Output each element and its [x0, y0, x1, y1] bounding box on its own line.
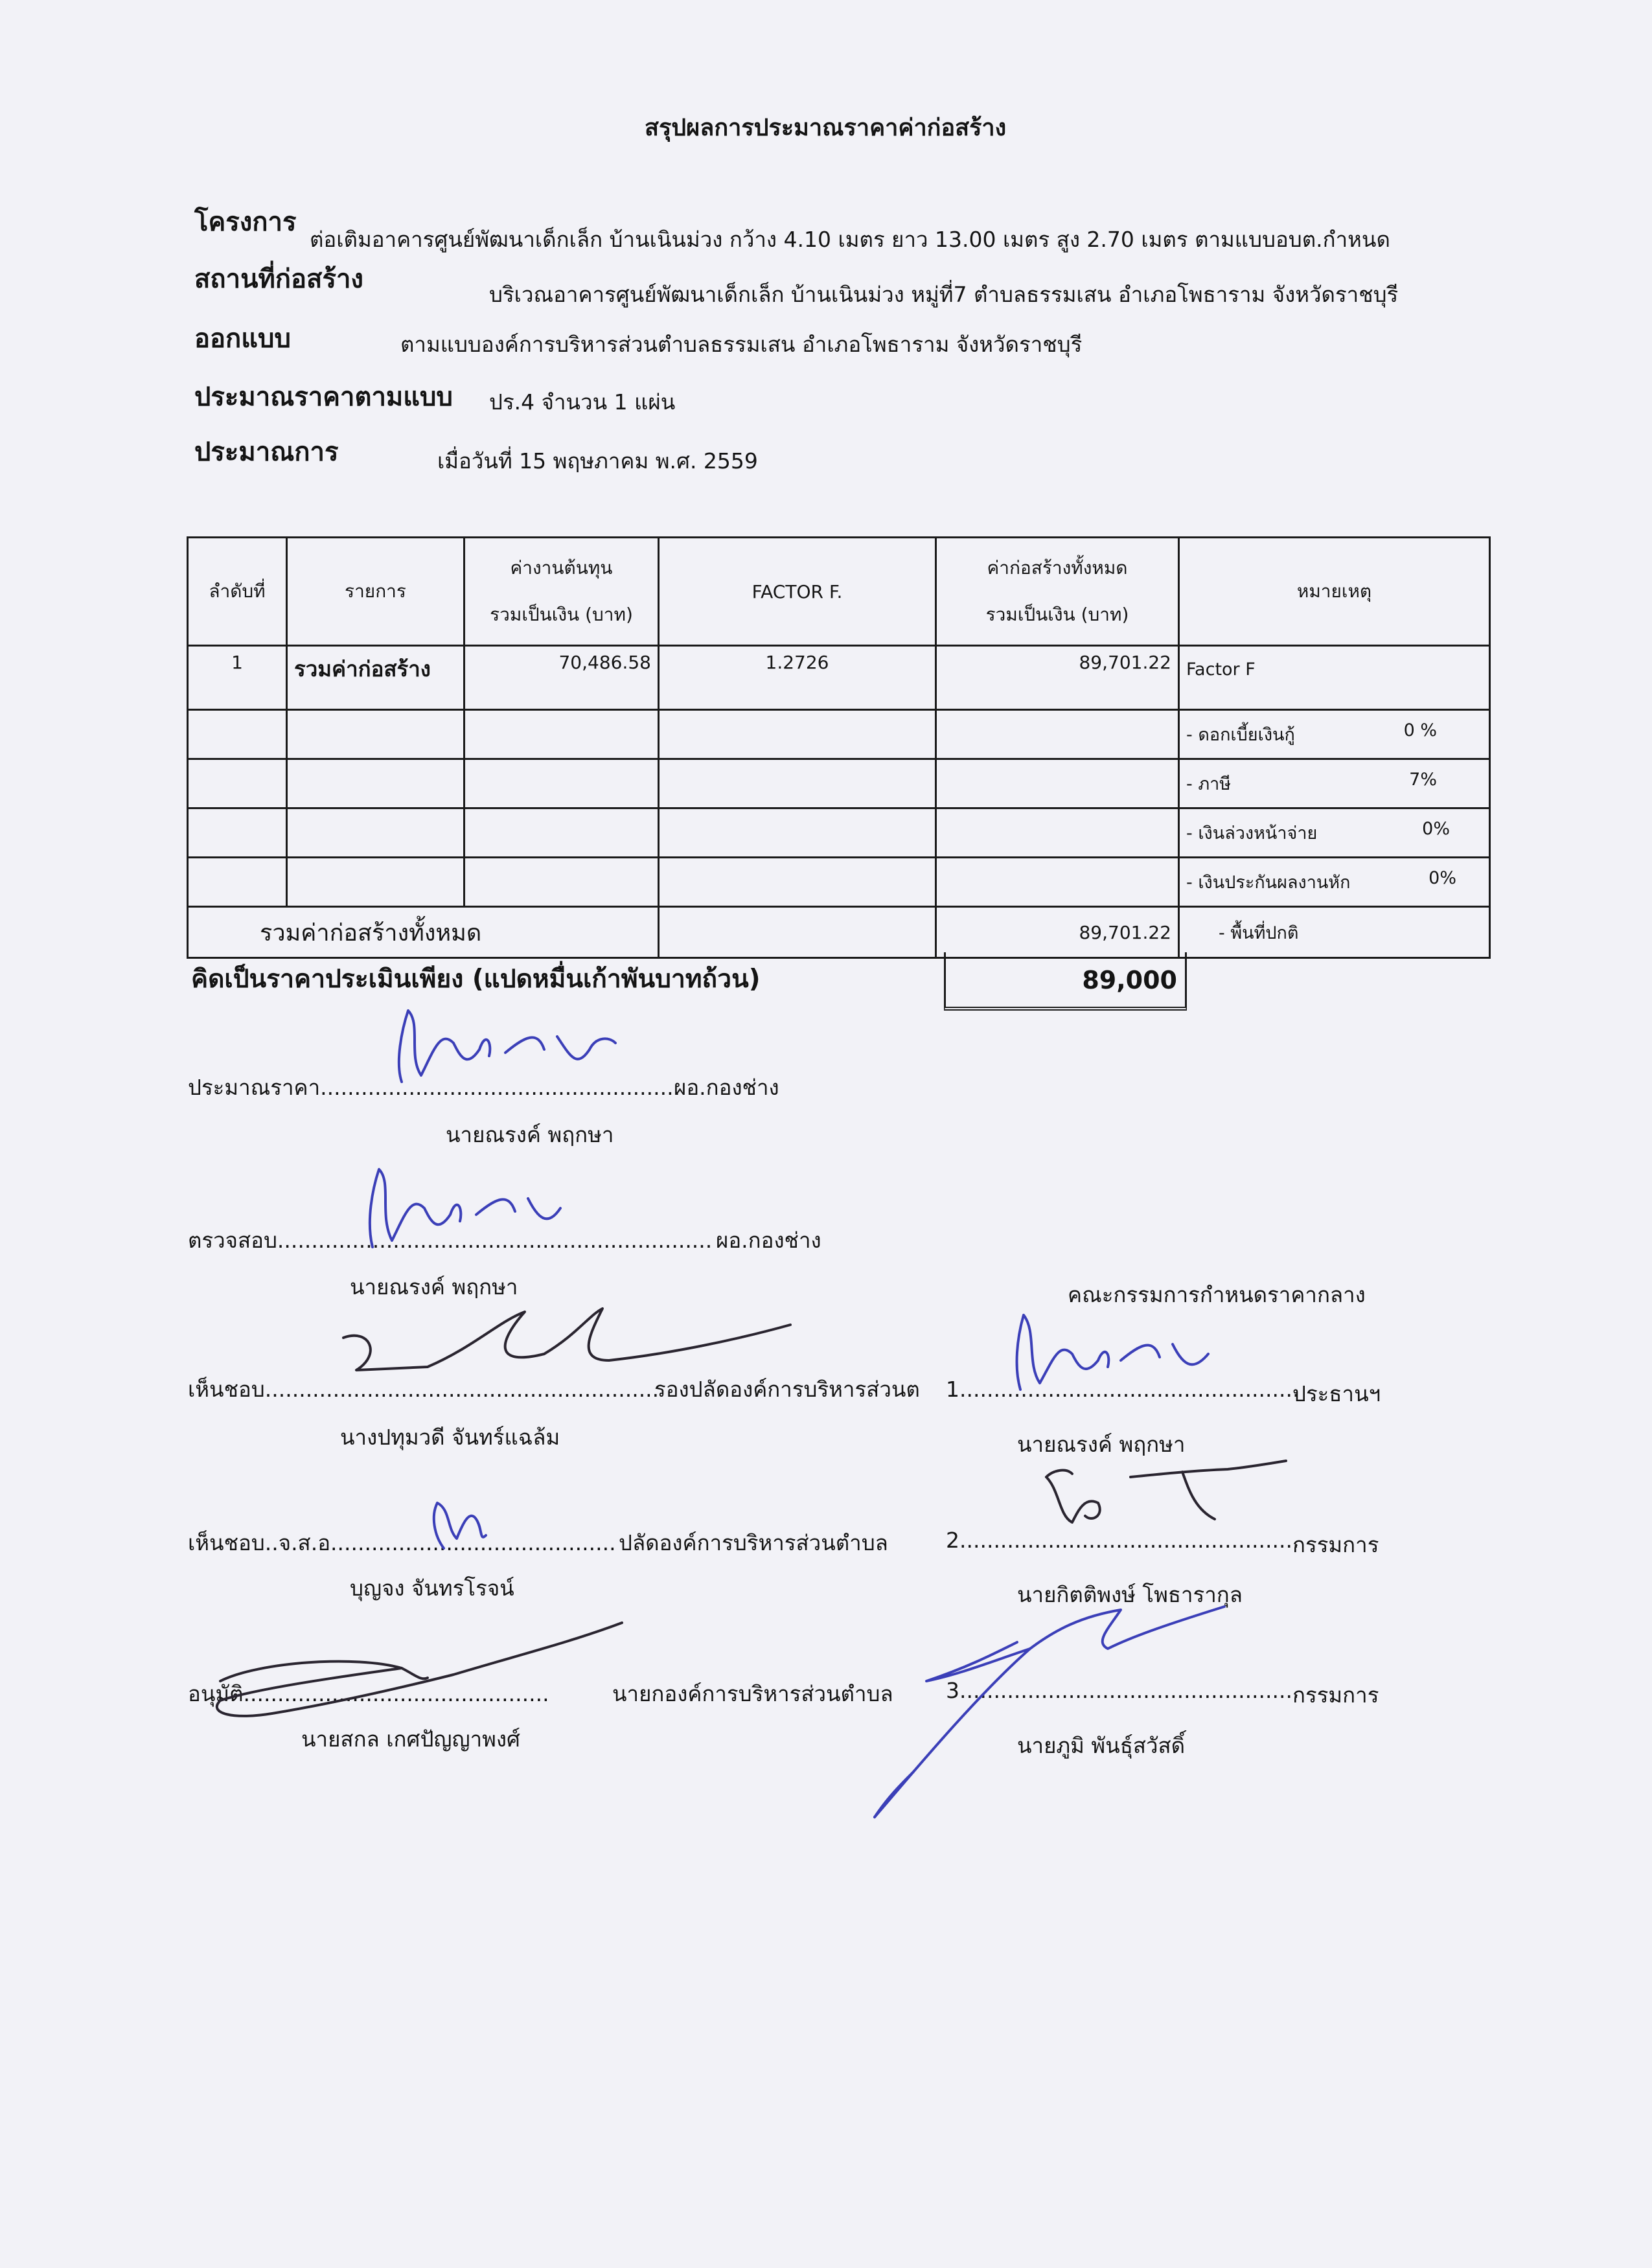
note-value: 0 % [1403, 720, 1437, 740]
table-row [188, 759, 1490, 808]
header-item-text: รายการ [345, 580, 406, 602]
note-cell [1179, 808, 1490, 858]
row1-note: Factor F [1179, 646, 1490, 710]
check-sign-line: ตรวจสอบ................................................................ [188, 1228, 713, 1253]
approve2-sign-line: เห็นชอบ..จ.ส.อ.......................................... [188, 1530, 616, 1555]
empty-cell [188, 808, 287, 858]
handwritten-signature [330, 1302, 797, 1386]
note-label: - เงินล่วงหน้าจ่าย [1186, 823, 1318, 843]
row1-factor: 1.2726 [659, 646, 936, 710]
empty-cell [465, 710, 659, 759]
approve2-sign-role: ปลัดองค์การบริหารส่วนตำบล [619, 1530, 888, 1555]
handwritten-signature [862, 1603, 1250, 1824]
header-factor [659, 538, 936, 646]
total-label: รวมค่าก่อสร้างทั้งหมด [188, 907, 659, 958]
row1-no: 1 [188, 646, 287, 710]
empty-cell [659, 907, 936, 958]
empty-cell [936, 759, 1179, 808]
approve1-sign-line: เห็นชอบ.......................................................... [188, 1377, 660, 1402]
authorize-sign-role: นายกองค์การบริหารส่วนตำบล [612, 1681, 893, 1706]
header-note-text: หมายเหตุ [1296, 580, 1372, 602]
estimate-label: ประมาณราคาตามแบบ [194, 382, 453, 412]
total-note: - พื้นที่ปกติ [1179, 907, 1490, 958]
committee3-sign-line: 3.................................................. [946, 1678, 1300, 1703]
site-value: บริเวณอาคารศูนย์พัฒนาเด็กเล็ก บ้านเนินม่วง หมู่ที่7 ตำบลธรรมเสน อำเภอโพธาราม จังหวัดราชบุรี [489, 282, 1399, 307]
note-cell [1179, 858, 1490, 907]
committee2-sign-line: 2.................................................. [946, 1528, 1300, 1553]
header-no-text: ลำดับที่ [209, 580, 266, 602]
approve2-sign-name: บุญจง จันทรโรจน์ [350, 1575, 514, 1601]
header-cost-line1: ค่างานต้นทุน [510, 557, 613, 578]
note-label: - เงินประกันผลงานหัก [1186, 873, 1351, 893]
table-row [188, 710, 1490, 759]
note-label: - ดอกเบี้ยเงินกู้ [1186, 725, 1295, 745]
row1-cost: 70,486.58 [465, 646, 659, 710]
empty-cell [287, 808, 465, 858]
empty-cell [287, 759, 465, 808]
header-no [188, 538, 287, 646]
empty-cell [465, 808, 659, 858]
committee3-role: กรรมการ [1292, 1682, 1379, 1708]
table-total-row [188, 907, 1490, 958]
empty-cell [936, 808, 1179, 858]
empty-cell [936, 710, 1179, 759]
total-value: 89,701.22 [936, 907, 1179, 958]
header-total-line2: รวมเป็นเงิน (บาท) [985, 604, 1129, 625]
site-label: สถานที่ก่อสร้าง [194, 264, 363, 294]
project-label: โครงการ [194, 207, 297, 237]
project-value: ต่อเติมอาคารศูนย์พัฒนาเด็กเล็ก บ้านเนินม่วง กว้าง 4.10 เมตร ยาว 13.00 เมตร สูง 2.70 เมตร ตามแบบอบต.กำหนด [310, 227, 1390, 252]
row1-item: รวมค่าก่อสร้าง [287, 646, 465, 710]
header-total-line1: ค่าก่อสร้างทั้งหมด [987, 557, 1128, 578]
authorize-sign-name: นายสกล เกศปัญญาพงศ์ [301, 1726, 520, 1752]
authorize-sign-line: อนุมัติ............................................. [188, 1681, 549, 1706]
approve1-sign-role: รองปลัดองค์การบริหารส่วนต [654, 1377, 920, 1402]
empty-cell [188, 858, 287, 907]
handwritten-signature [382, 991, 628, 1095]
note-cell [1179, 759, 1490, 808]
empty-cell [659, 710, 936, 759]
handwritten-signature [1001, 1302, 1215, 1399]
handwritten-signature [424, 1490, 496, 1555]
cost-table-wrapper [187, 536, 1491, 959]
table-row [188, 646, 1490, 710]
empty-cell [465, 858, 659, 907]
estimate-sign-role: ผอ.กองช่าง [674, 1075, 779, 1100]
approve1-sign-name: นางปทุมวดี จันทร์แฉล้ม [340, 1425, 560, 1450]
design-label: ออกแบบ [194, 324, 291, 354]
committee1-role: ประธานฯ [1292, 1381, 1381, 1406]
note-label: - ภาษี [1186, 774, 1232, 794]
header-cost [465, 538, 659, 646]
handwritten-signature [194, 1603, 635, 1733]
committee2-name: นายกิตติพงษ์ โพธารากุล [1017, 1582, 1243, 1607]
table-header-row [188, 538, 1490, 646]
note-value: 0% [1428, 868, 1456, 888]
check-sign-role: ผอ.กองช่าง [716, 1228, 821, 1253]
estimator-label: ประมาณการ [194, 437, 339, 467]
empty-cell [287, 710, 465, 759]
estimate-sign-name: นายณรงค์ พฤกษา [446, 1122, 614, 1147]
committee1-name: นายณรงค์ พฤกษา [1017, 1432, 1186, 1457]
committee-title: คณะกรรมการกำหนดราคากลาง [1068, 1282, 1366, 1307]
handwritten-signature [1033, 1458, 1292, 1529]
table-row [188, 858, 1490, 907]
empty-cell [659, 858, 936, 907]
table-row [188, 808, 1490, 858]
handwritten-signature [353, 1150, 573, 1260]
header-item [287, 538, 465, 646]
header-total [936, 538, 1179, 646]
estimate-value: ปร.4 จำนวน 1 แผ่น [489, 389, 676, 415]
design-value: ตามแบบองค์การบริหารส่วนตำบลธรรมเสน อำเภอโพธาราม จังหวัดราชบุรี [400, 332, 1083, 357]
empty-cell [659, 808, 936, 858]
committee3-name: นายภูมิ พันธุ์สวัสดิ์ [1017, 1733, 1186, 1758]
estimate-sign-line: ประมาณราคา..................................................... [188, 1075, 681, 1100]
note-value: 7% [1409, 770, 1437, 790]
empty-cell [936, 858, 1179, 907]
empty-cell [465, 759, 659, 808]
document-title: สรุปผลการประมาณราคาค่าก่อสร้าง [645, 115, 1007, 141]
final-estimate-value: 89,000 [944, 952, 1187, 1011]
cost-table [187, 536, 1491, 959]
estimator-value: เมื่อวันที่ 15 พฤษภาคม พ.ศ. 2559 [437, 448, 758, 474]
final-estimate-label: คิดเป็นราคาประเมินเพียง (แปดหมื่นเก้าพันบาทถ้วน) [191, 965, 761, 994]
empty-cell [188, 710, 287, 759]
empty-cell [659, 759, 936, 808]
committee2-role: กรรมการ [1292, 1532, 1379, 1557]
empty-cell [287, 858, 465, 907]
header-factor-text: FACTOR F. [751, 580, 843, 602]
row1-total: 89,701.22 [936, 646, 1179, 710]
committee1-sign-line: 1.................................................. [946, 1377, 1300, 1402]
check-sign-name: นายณรงค์ พฤกษา [350, 1274, 518, 1300]
note-value: 0% [1422, 819, 1450, 839]
note-cell [1179, 710, 1490, 759]
header-note [1179, 538, 1490, 646]
empty-cell [188, 759, 287, 808]
header-cost-line2: รวมเป็นเงิน (บาท) [490, 604, 633, 625]
